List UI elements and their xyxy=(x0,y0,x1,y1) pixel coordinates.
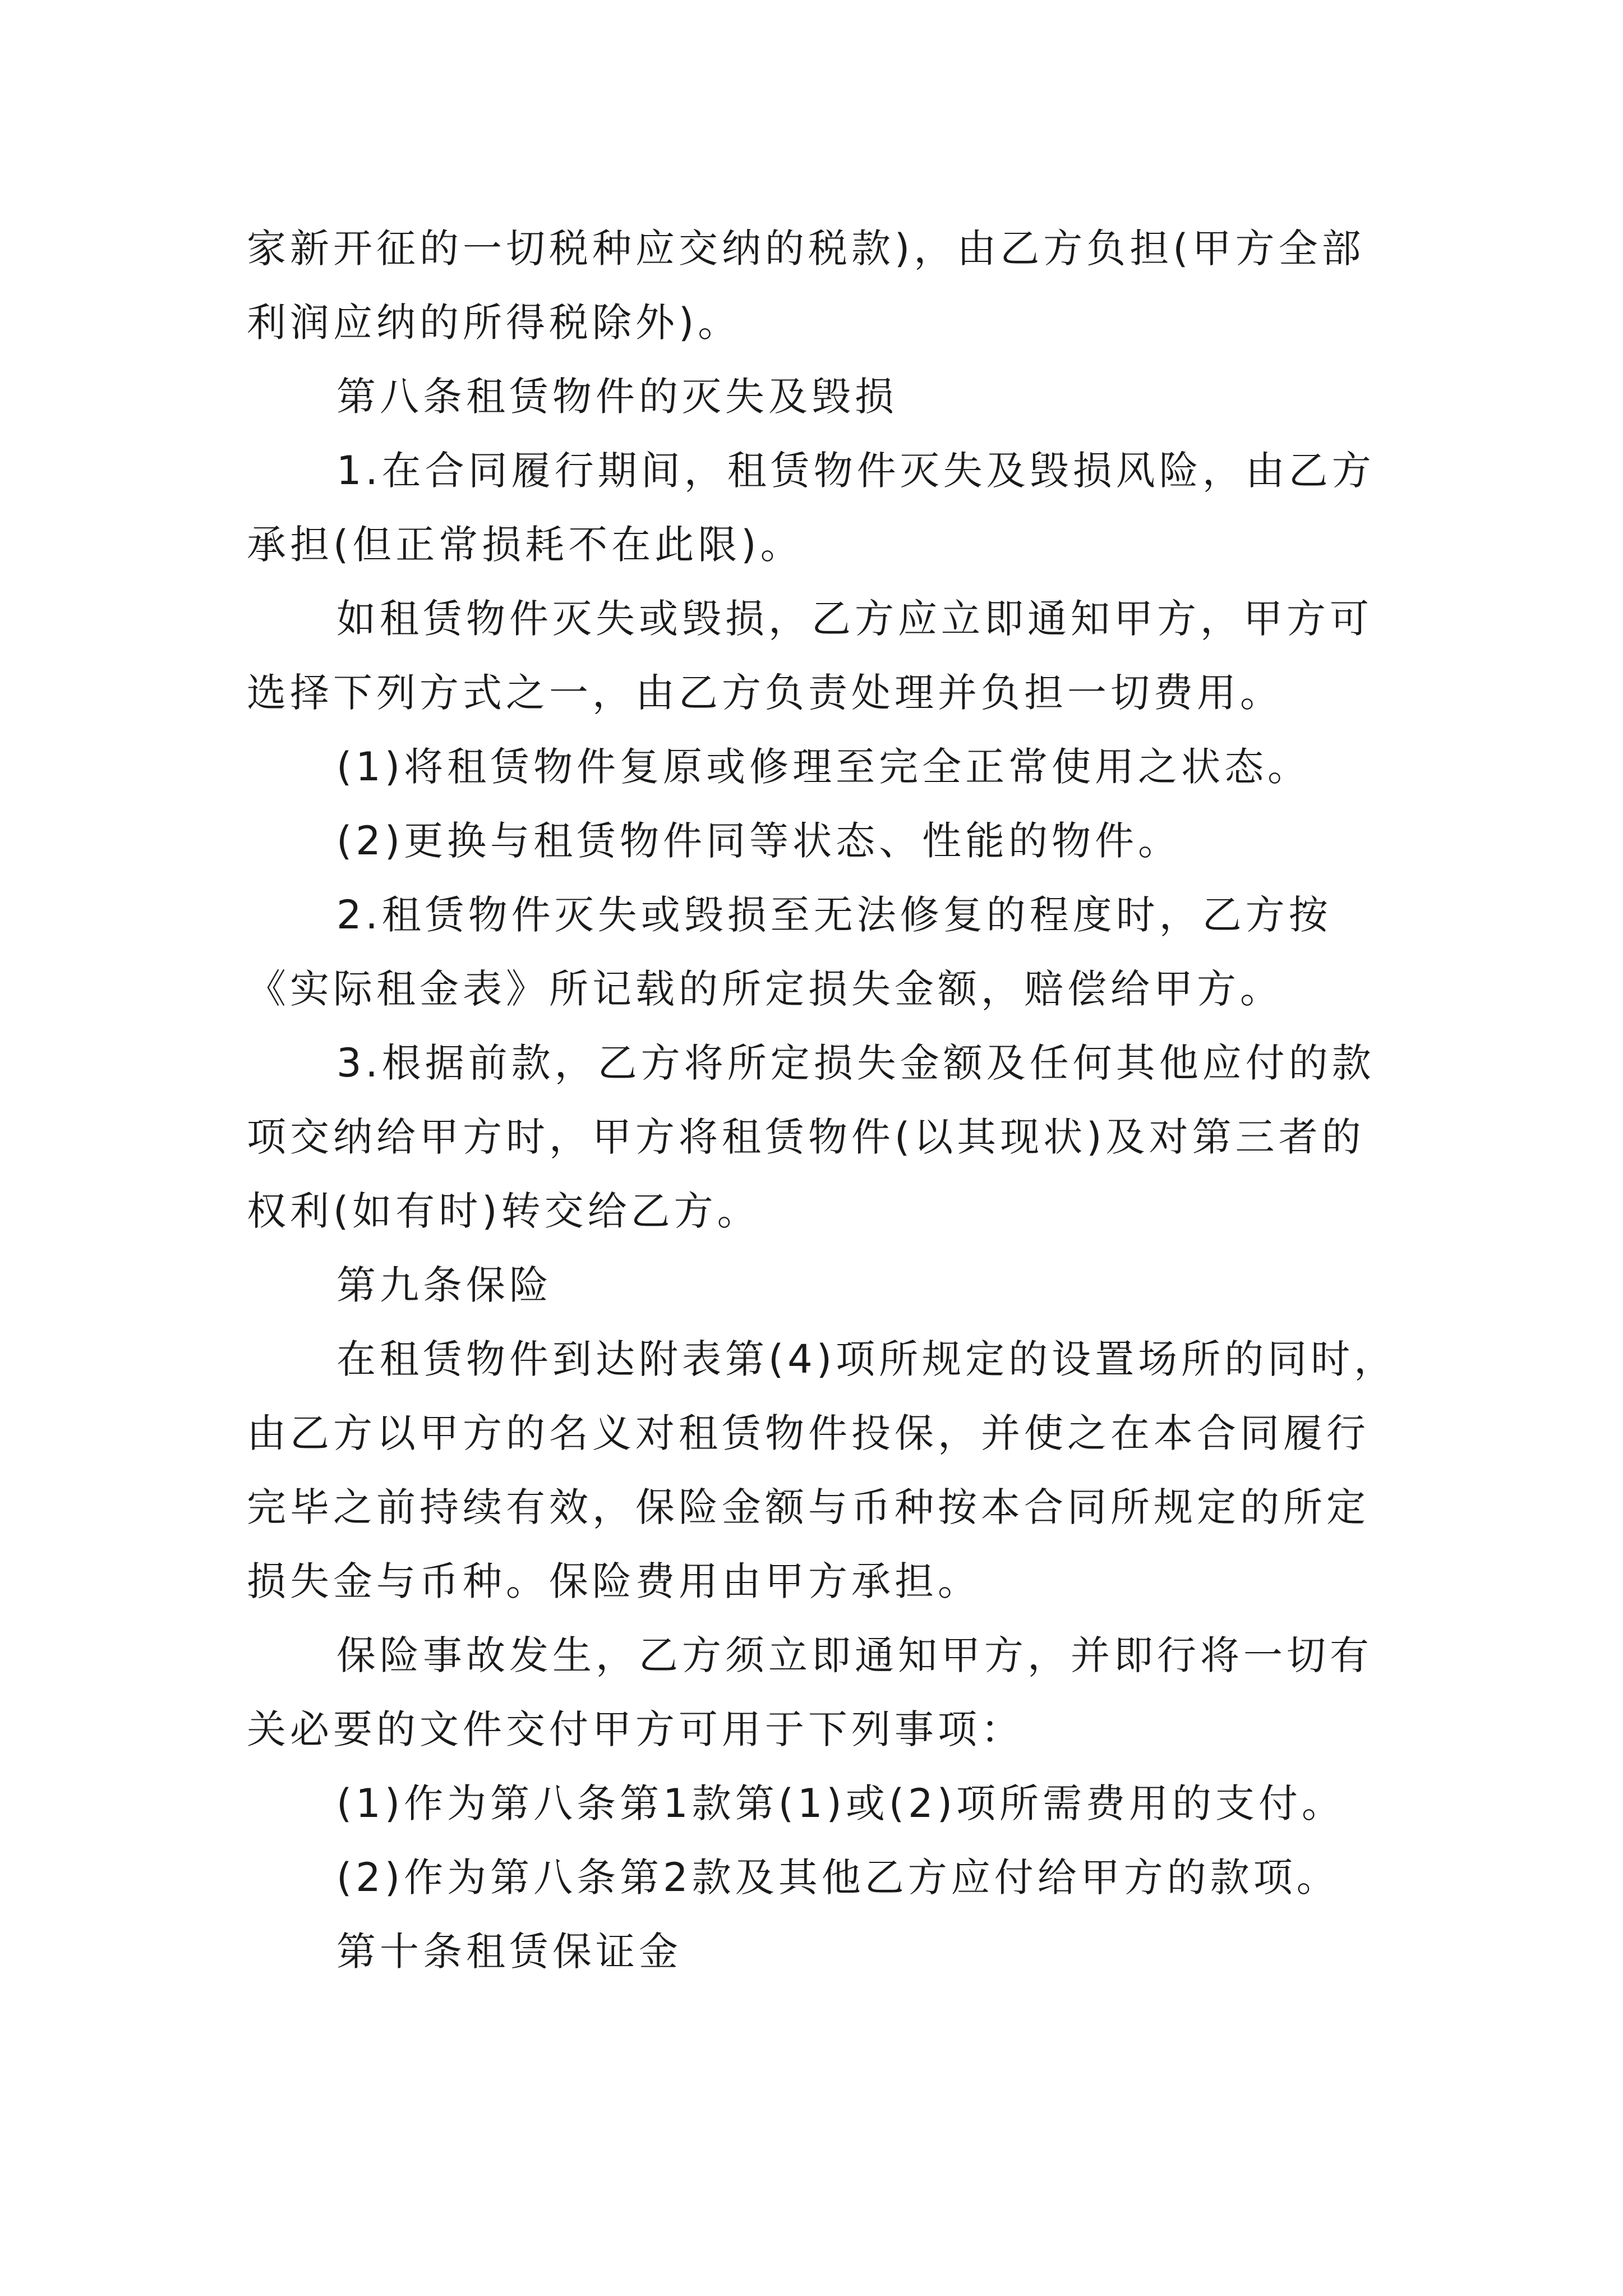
section-heading: 第十条租赁保证金 xyxy=(336,1929,682,1975)
text-line: (1)将租赁物件复原或修理至完全正常使用之状态。 xyxy=(336,744,1311,790)
section-heading: 第八条租赁物件的灭失及毁损 xyxy=(336,374,898,420)
text-line: 2.租赁物件灭失或毁损至无法修复的程度时，乙方按 xyxy=(336,892,1332,938)
text-line: (2)更换与租赁物件同等状态、性能的物件。 xyxy=(336,818,1182,864)
text-line: 选择下列方式之一，由乙方负责处理并负担一切费用。 xyxy=(247,670,1283,716)
text-line: 由乙方以甲方的名义对租赁物件投保，并使之在本合同履行 xyxy=(247,1410,1370,1456)
text-line: 家新开征的一切税种应交纳的税款)，由乙方负担(甲方全部 xyxy=(247,226,1365,272)
text-line: 项交纳给甲方时，甲方将租赁物件(以其现状)及对第三者的 xyxy=(247,1114,1365,1160)
text-line: 在租赁物件到达附表第(4)项所规定的设置场所的同时， xyxy=(336,1336,1398,1382)
text-line: (1)作为第八条第1款第(1)或(2)项所需费用的支付。 xyxy=(336,1780,1345,1826)
text-line: (2)作为第八条第2款及其他乙方应付给甲方的款项。 xyxy=(336,1855,1340,1901)
text-line: 关必要的文件交付甲方可用于下列事项： xyxy=(247,1706,1024,1752)
text-line: 1.在合同履行期间，租赁物件灭失及毁损风险，由乙方 xyxy=(336,448,1375,494)
text-line: 3.根据前款，乙方将所定损失金额及任何其他应付的款 xyxy=(336,1040,1375,1086)
section-heading: 第九条保险 xyxy=(336,1262,552,1308)
text-line: 承担(但正常损耗不在此限)。 xyxy=(247,522,804,568)
text-line: 利润应纳的所得税除外)。 xyxy=(247,300,741,346)
text-line: 权利(如有时)转交给乙方。 xyxy=(247,1188,760,1234)
text-line: 保险事故发生，乙方须立即通知甲方，并即行将一切有 xyxy=(336,1632,1373,1678)
text-line: 如租赁物件灭失或毁损，乙方应立即通知甲方，甲方可 xyxy=(336,596,1373,642)
text-line: 损失金与币种。保险费用由甲方承担。 xyxy=(247,1558,981,1604)
text-line: 《实际租金表》所记载的所定损失金额，赔偿给甲方。 xyxy=(247,966,1283,1012)
text-line: 完毕之前持续有效，保险金额与币种按本合同所规定的所定 xyxy=(247,1484,1370,1530)
